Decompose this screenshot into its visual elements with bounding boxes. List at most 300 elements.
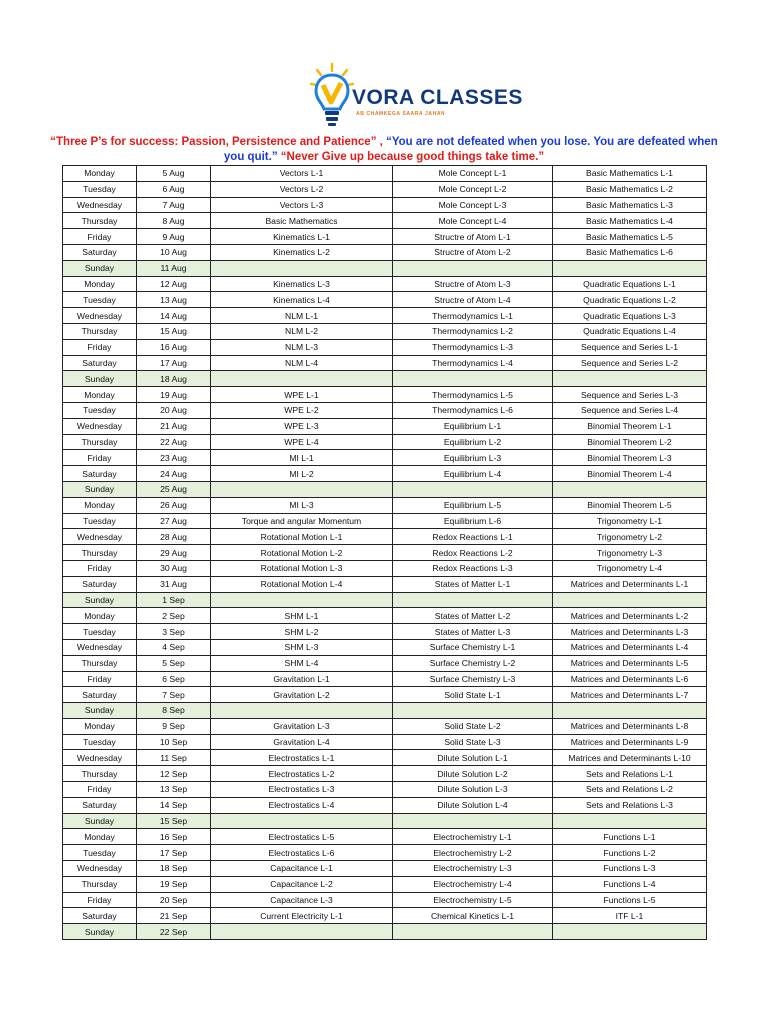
physics-cell: Vectors L-1 [211,166,393,182]
date-cell: 3 Sep [137,624,211,640]
day-cell: Monday [63,387,137,403]
maths-cell: Sets and Relations L-3 [553,797,707,813]
chemistry-cell [393,260,553,276]
table-row [63,876,707,892]
table-row [63,450,707,466]
date-cell: 15 Aug [137,323,211,339]
table-row [63,829,707,845]
table-row [63,308,707,324]
day-cell: Friday [63,671,137,687]
table-row [63,766,707,782]
table-row [63,924,707,940]
date-cell: 24 Aug [137,466,211,482]
day-cell: Friday [63,892,137,908]
maths-cell: Binomial Theorem L-3 [553,450,707,466]
physics-cell: Capacitance L-2 [211,876,393,892]
chemistry-cell: Structre of Atom L-3 [393,276,553,292]
physics-cell: Electrostatics L-5 [211,829,393,845]
date-cell: 4 Sep [137,639,211,655]
table-row [63,861,707,877]
physics-cell: WPE L-3 [211,418,393,434]
day-cell: Saturday [63,576,137,592]
date-cell: 7 Aug [137,197,211,213]
physics-cell [211,924,393,940]
table-row [63,292,707,308]
table-row [63,655,707,671]
table-row [63,813,707,829]
maths-cell: Sequence and Series L-4 [553,402,707,418]
date-cell: 19 Sep [137,876,211,892]
maths-cell: Functions L-4 [553,876,707,892]
table-row [63,592,707,608]
day-cell: Saturday [63,687,137,703]
day-cell: Saturday [63,244,137,260]
chemistry-cell: Equilibrium L-3 [393,450,553,466]
chemistry-cell [393,703,553,719]
maths-cell: Functions L-2 [553,845,707,861]
maths-cell: Trigonometry L-2 [553,529,707,545]
chemistry-cell: States of Matter L-2 [393,608,553,624]
day-cell: Friday [63,450,137,466]
chemistry-cell: Structre of Atom L-1 [393,229,553,245]
table-row [63,402,707,418]
physics-cell [211,481,393,497]
day-cell: Tuesday [63,292,137,308]
table-row [63,244,707,260]
table-row [63,560,707,576]
chemistry-cell [393,371,553,387]
physics-cell: NLM L-1 [211,308,393,324]
date-cell: 29 Aug [137,545,211,561]
day-cell: Thursday [63,545,137,561]
maths-cell: Matrices and Determinants L-7 [553,687,707,703]
chemistry-cell: Solid State L-2 [393,718,553,734]
physics-cell: Vectors L-2 [211,181,393,197]
day-cell: Monday [63,276,137,292]
chemistry-cell: Mole Concept L-1 [393,166,553,182]
table-row [63,782,707,798]
table-row [63,750,707,766]
chemistry-cell: Equilibrium L-6 [393,513,553,529]
date-cell: 14 Aug [137,308,211,324]
table-row [63,466,707,482]
day-cell: Sunday [63,703,137,719]
date-cell: 10 Aug [137,244,211,260]
date-cell: 12 Sep [137,766,211,782]
chemistry-cell [393,481,553,497]
day-cell: Thursday [63,323,137,339]
chemistry-cell: Solid State L-1 [393,687,553,703]
day-cell: Saturday [63,908,137,924]
maths-cell: Functions L-3 [553,861,707,877]
physics-cell: Rotational Motion L-1 [211,529,393,545]
chemistry-cell: Mole Concept L-2 [393,181,553,197]
chemistry-cell [393,813,553,829]
physics-cell: MI L-2 [211,466,393,482]
day-cell: Sunday [63,260,137,276]
chemistry-cell: Dilute Solution L-3 [393,782,553,798]
physics-cell: Gravitation L-4 [211,734,393,750]
date-cell: 27 Aug [137,513,211,529]
date-cell: 20 Sep [137,892,211,908]
day-cell: Wednesday [63,861,137,877]
date-cell: 17 Sep [137,845,211,861]
physics-cell: NLM L-2 [211,323,393,339]
date-cell: 25 Aug [137,481,211,497]
day-cell: Tuesday [63,624,137,640]
brand-name: VORA CLASSES [352,86,523,109]
maths-cell [553,592,707,608]
table-row [63,355,707,371]
day-cell: Thursday [63,655,137,671]
physics-cell: Gravitation L-2 [211,687,393,703]
maths-cell: Matrices and Determinants L-4 [553,639,707,655]
date-cell: 8 Sep [137,703,211,719]
physics-cell: Kinematics L-1 [211,229,393,245]
chemistry-cell: Mole Concept L-4 [393,213,553,229]
maths-cell: Quadratic Equations L-1 [553,276,707,292]
physics-cell: Electrostatics L-6 [211,845,393,861]
maths-cell: Basic Mathematics L-5 [553,229,707,245]
table-row [63,371,707,387]
date-cell: 7 Sep [137,687,211,703]
date-cell: 6 Aug [137,181,211,197]
maths-cell: Matrices and Determinants L-6 [553,671,707,687]
physics-cell: Gravitation L-1 [211,671,393,687]
table-row [63,718,707,734]
physics-cell: WPE L-4 [211,434,393,450]
physics-cell: SHM L-1 [211,608,393,624]
date-cell: 9 Sep [137,718,211,734]
day-cell: Friday [63,782,137,798]
day-cell: Sunday [63,924,137,940]
table-row [63,576,707,592]
date-cell: 9 Aug [137,229,211,245]
chemistry-cell: Structre of Atom L-2 [393,244,553,260]
day-cell: Thursday [63,213,137,229]
maths-cell: Basic Mathematics L-4 [553,213,707,229]
maths-cell [553,481,707,497]
chemistry-cell: Dilute Solution L-4 [393,797,553,813]
date-cell: 5 Aug [137,166,211,182]
maths-cell [553,703,707,719]
maths-cell: Trigonometry L-3 [553,545,707,561]
quote-part-2: “You are not defeated when you lose. You are defeated when you quit.” [223,136,718,163]
chemistry-cell: Thermodynamics L-2 [393,323,553,339]
date-cell: 12 Aug [137,276,211,292]
table-row [63,908,707,924]
physics-cell: Basic Mathematics [211,213,393,229]
schedule-body [63,166,707,940]
day-cell: Tuesday [63,181,137,197]
chemistry-cell: Redox Reactions L-1 [393,529,553,545]
maths-cell: Matrices and Determinants L-9 [553,734,707,750]
maths-cell [553,260,707,276]
maths-cell: Quadratic Equations L-4 [553,323,707,339]
day-cell: Monday [63,718,137,734]
table-row [63,513,707,529]
table-row [63,608,707,624]
chemistry-cell [393,924,553,940]
chemistry-cell: Thermodynamics L-5 [393,387,553,403]
chemistry-cell: Redox Reactions L-3 [393,560,553,576]
maths-cell: Functions L-1 [553,829,707,845]
chemistry-cell: Mole Concept L-3 [393,197,553,213]
table-row [63,418,707,434]
physics-cell: Electrostatics L-3 [211,782,393,798]
quote-part-3: “Never Give up because good things take time.” [280,151,545,163]
physics-cell: Rotational Motion L-3 [211,560,393,576]
day-cell: Wednesday [63,639,137,655]
schedule-table [62,165,707,940]
day-cell: Sunday [63,592,137,608]
table-row [63,687,707,703]
table-row [63,671,707,687]
maths-cell: Matrices and Determinants L-3 [553,624,707,640]
maths-cell [553,924,707,940]
day-cell: Sunday [63,371,137,387]
physics-cell: Rotational Motion L-4 [211,576,393,592]
date-cell: 15 Sep [137,813,211,829]
table-row [63,845,707,861]
date-cell: 21 Aug [137,418,211,434]
physics-cell: SHM L-4 [211,655,393,671]
day-cell: Monday [63,166,137,182]
date-cell: 13 Aug [137,292,211,308]
table-row [63,276,707,292]
physics-cell: MI L-1 [211,450,393,466]
physics-cell: WPE L-2 [211,402,393,418]
day-cell: Monday [63,608,137,624]
chemistry-cell: Thermodynamics L-6 [393,402,553,418]
date-cell: 5 Sep [137,655,211,671]
table-row [63,260,707,276]
chemistry-cell: Dilute Solution L-1 [393,750,553,766]
motivational-quote [40,135,728,165]
physics-cell: NLM L-3 [211,339,393,355]
table-row [63,481,707,497]
physics-cell [211,592,393,608]
maths-cell: Matrices and Determinants L-8 [553,718,707,734]
maths-cell: Functions L-5 [553,892,707,908]
date-cell: 16 Aug [137,339,211,355]
table-row [63,197,707,213]
maths-cell: Binomial Theorem L-1 [553,418,707,434]
date-cell: 28 Aug [137,529,211,545]
chemistry-cell: States of Matter L-1 [393,576,553,592]
chemistry-cell: Equilibrium L-2 [393,434,553,450]
maths-cell: Matrices and Determinants L-5 [553,655,707,671]
day-cell: Friday [63,339,137,355]
chemistry-cell: Electrochemistry L-3 [393,861,553,877]
physics-cell: Current Electricity L-1 [211,908,393,924]
table-row [63,734,707,750]
maths-cell: Sequence and Series L-1 [553,339,707,355]
date-cell: 10 Sep [137,734,211,750]
table-row [63,213,707,229]
physics-cell: Electrostatics L-1 [211,750,393,766]
maths-cell [553,371,707,387]
maths-cell: ITF L-1 [553,908,707,924]
chemistry-cell: Thermodynamics L-3 [393,339,553,355]
chemistry-cell: Solid State L-3 [393,734,553,750]
date-cell: 6 Sep [137,671,211,687]
maths-cell: Trigonometry L-4 [553,560,707,576]
date-cell: 19 Aug [137,387,211,403]
physics-cell: WPE L-1 [211,387,393,403]
physics-cell: MI L-3 [211,497,393,513]
day-cell: Friday [63,560,137,576]
physics-cell: Electrostatics L-2 [211,766,393,782]
maths-cell: Basic Mathematics L-2 [553,181,707,197]
table-row [63,529,707,545]
physics-cell: Torque and angular Momentum [211,513,393,529]
maths-cell: Quadratic Equations L-3 [553,308,707,324]
table-row [63,229,707,245]
physics-cell: Kinematics L-4 [211,292,393,308]
maths-cell: Sets and Relations L-2 [553,782,707,798]
day-cell: Friday [63,229,137,245]
date-cell: 11 Sep [137,750,211,766]
maths-cell: Binomial Theorem L-2 [553,434,707,450]
chemistry-cell [393,592,553,608]
table-row [63,797,707,813]
table-row [63,892,707,908]
physics-cell [211,260,393,276]
chemistry-cell: Equilibrium L-4 [393,466,553,482]
maths-cell: Basic Mathematics L-1 [553,166,707,182]
day-cell: Wednesday [63,750,137,766]
chemistry-cell: Equilibrium L-1 [393,418,553,434]
physics-cell: Rotational Motion L-2 [211,545,393,561]
physics-cell: Kinematics L-2 [211,244,393,260]
physics-cell [211,703,393,719]
physics-cell [211,371,393,387]
maths-cell: Basic Mathematics L-6 [553,244,707,260]
table-row [63,387,707,403]
day-cell: Sunday [63,481,137,497]
date-cell: 18 Aug [137,371,211,387]
table-row [63,181,707,197]
date-cell: 30 Aug [137,560,211,576]
day-cell: Thursday [63,434,137,450]
physics-cell: NLM L-4 [211,355,393,371]
chemistry-cell: Thermodynamics L-4 [393,355,553,371]
date-cell: 13 Sep [137,782,211,798]
day-cell: Wednesday [63,308,137,324]
maths-cell: Binomial Theorem L-4 [553,466,707,482]
date-cell: 14 Sep [137,797,211,813]
physics-cell: Capacitance L-3 [211,892,393,908]
chemistry-cell: Redox Reactions L-2 [393,545,553,561]
table-row [63,323,707,339]
physics-cell: Capacitance L-1 [211,861,393,877]
brand-tagline: AB CHAMKEGA SAARA JAHAN [356,111,446,117]
table-row [63,639,707,655]
physics-cell: Vectors L-3 [211,197,393,213]
day-cell: Wednesday [63,418,137,434]
table-row [63,339,707,355]
chemistry-cell: Electrochemistry L-4 [393,876,553,892]
date-cell: 17 Aug [137,355,211,371]
date-cell: 26 Aug [137,497,211,513]
date-cell: 2 Sep [137,608,211,624]
quote-part-1: “Three P’s for success: Passion, Persistence and Patience” , [50,136,383,148]
chemistry-cell: Electrochemistry L-5 [393,892,553,908]
physics-cell: SHM L-3 [211,639,393,655]
chemistry-cell: Chemical Kinetics L-1 [393,908,553,924]
date-cell: 16 Sep [137,829,211,845]
table-row [63,703,707,719]
date-cell: 8 Aug [137,213,211,229]
table-row [63,497,707,513]
day-cell: Tuesday [63,513,137,529]
table-row [63,166,707,182]
maths-cell: Trigonometry L-1 [553,513,707,529]
maths-cell: Matrices and Determinants L-2 [553,608,707,624]
physics-cell: SHM L-2 [211,624,393,640]
chemistry-cell: Thermodynamics L-1 [393,308,553,324]
table-row [63,434,707,450]
physics-cell: Gravitation L-3 [211,718,393,734]
maths-cell: Sequence and Series L-3 [553,387,707,403]
day-cell: Thursday [63,876,137,892]
day-cell: Saturday [63,466,137,482]
maths-cell: Quadratic Equations L-2 [553,292,707,308]
maths-cell [553,813,707,829]
date-cell: 22 Aug [137,434,211,450]
day-cell: Sunday [63,813,137,829]
physics-cell: Kinematics L-3 [211,276,393,292]
maths-cell: Matrices and Determinants L-1 [553,576,707,592]
date-cell: 20 Aug [137,402,211,418]
chemistry-cell: Surface Chemistry L-1 [393,639,553,655]
date-cell: 11 Aug [137,260,211,276]
day-cell: Saturday [63,355,137,371]
chemistry-cell: States of Matter L-3 [393,624,553,640]
chemistry-cell: Dilute Solution L-2 [393,766,553,782]
physics-cell: Electrostatics L-4 [211,797,393,813]
table-row [63,545,707,561]
chemistry-cell: Equilibrium L-5 [393,497,553,513]
date-cell: 23 Aug [137,450,211,466]
maths-cell: Sequence and Series L-2 [553,355,707,371]
physics-cell [211,813,393,829]
day-cell: Wednesday [63,197,137,213]
maths-cell: Binomial Theorem L-5 [553,497,707,513]
day-cell: Thursday [63,766,137,782]
table-row [63,624,707,640]
maths-cell: Matrices and Determinants L-10 [553,750,707,766]
chemistry-cell: Surface Chemistry L-2 [393,655,553,671]
chemistry-cell: Electrochemistry L-1 [393,829,553,845]
day-cell: Monday [63,497,137,513]
day-cell: Tuesday [63,734,137,750]
date-cell: 22 Sep [137,924,211,940]
day-cell: Saturday [63,797,137,813]
maths-cell: Basic Mathematics L-3 [553,197,707,213]
date-cell: 21 Sep [137,908,211,924]
date-cell: 31 Aug [137,576,211,592]
date-cell: 1 Sep [137,592,211,608]
chemistry-cell: Structre of Atom L-4 [393,292,553,308]
day-cell: Wednesday [63,529,137,545]
chemistry-cell: Surface Chemistry L-3 [393,671,553,687]
date-cell: 18 Sep [137,861,211,877]
chemistry-cell: Electrochemistry L-2 [393,845,553,861]
maths-cell: Sets and Relations L-1 [553,766,707,782]
day-cell: Tuesday [63,845,137,861]
